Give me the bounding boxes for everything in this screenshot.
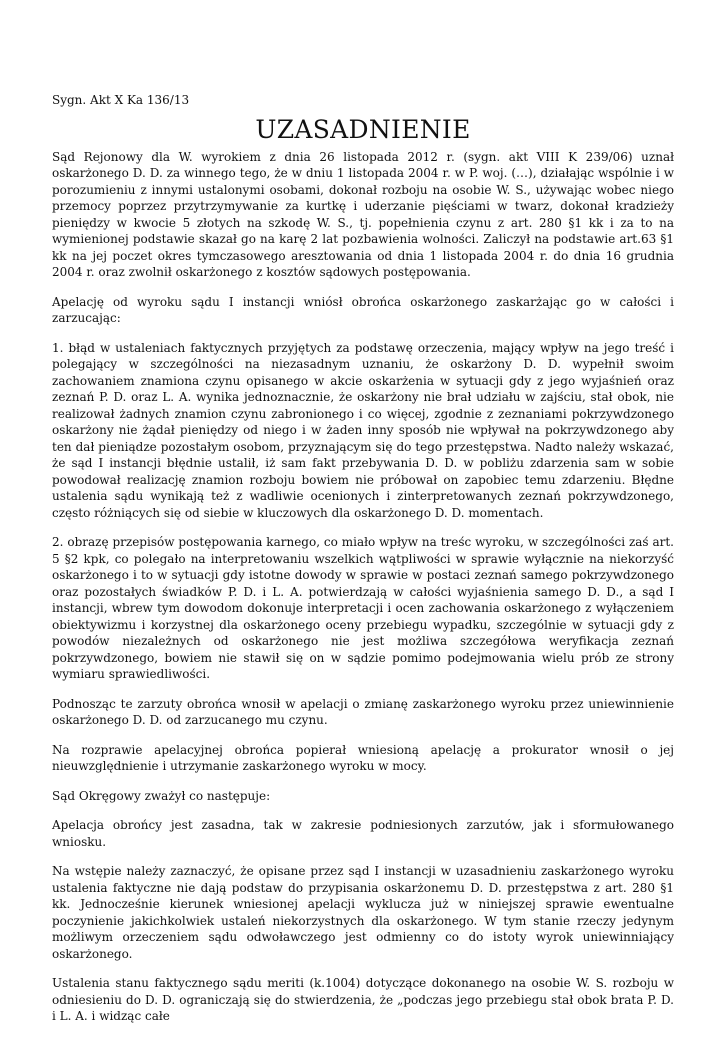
- paragraph-appeal-motion: Podnosząc te zarzuty obrońca wnosił w apelacji o zmianę zaskarżonego wyroku przez uniewinnienie oskarżonego D. D. od zarzucanego mu czynu.: [52, 696, 674, 727]
- paragraph-court-considered: Sąd Okręgowy zważył co następuje:: [52, 788, 271, 803]
- paragraph-charge-1: 1. błąd w ustaleniach faktycznych przyjętych za podstawę orzeczenia, mający wpływ na jego treść i polegający w szczególności na niezasadnym uznaniu, że oskarżony D. D. wypełnił swoim zachowaniem znamiona czynu opisanego w akcie oskarżenia w sytuacji gdy z jego wyjaśnień oraz zeznań P. D. oraz L. A. wynika jednoznacznie, że oskarżony nie brał udziału w zajściu, stał obok, nie realizował żadnych znamion czynu zabronionego i co więcej, zgodnie z zeznaniami pokrzywdzonego oskarżony nie żądał pieniędzy od niego i w żaden inny sposób nie wpływał na pokrzywdzonego aby ten dał pieniądze pozostałym osobom, przyznającym się do tego przestępstwa. Nadto należy wskazać, że sąd I instancji błędnie ustalił, iż sam fakt przebywania D. D. w pobliżu zdarzenia sam w sobie powodował realizację znamion rozboju bowiem nie próbował on zapobiec temu zdarzeniu. Błędne ustalenia sądu wynikają też z wadliwie ocenionych i zinterpretowanych zeznań pokrzywdzonego, często różniących się od siebie w kluczowych dla oskarżonego D. D. momentach.: [52, 340, 674, 520]
- paragraph-judgment-summary: Sąd Rejonowy dla W. wyrokiem z dnia 26 listopada 2012 r. (sygn. akt VIII K 239/06) uznał oskarżonego D. D. za winnego tego, że w dniu 1 listopada 2004 r. w P. woj. (…), działając wspólnie i w porozumieniu z innymi ustalonymi osobami, dokonał rozboju na osobie W. S., używając wobec niego przemocy poprzez przytrzymywanie za kurtkę i uderzanie pięściami w twarz, dokonał kradzieży pieniędzy w kwocie 5 złotych na szkodę W. S., tj. popełnienia czynu z art. 280 §1 kk i za to na wymienionej podstawie skazał go na karę 2 lat pozbawienia wolności. Zaliczył na podstawie art.63 §1 kk na jej poczet okres tymczasowego aresztowania od dnia 1 listopada 2004 r. do dnia 16 grudnia 2004 r. oraz zwolnił oskarżonego z kosztów sądowych postępowania.: [52, 149, 674, 279]
- document-page: [52, 92, 674, 1038]
- paragraph-preliminary-note: Na wstępie należy zaznaczyć, że opisane przez sąd I instancji w uzasadnieniu zaskarżonego wyroku ustalenia faktyczne nie dają podstaw do przypisania oskarżonemu D. D. przestępstwa z art. 280 §1 kk. Jednocześnie kierunek wniesionej apelacji wyklucza już w niniejszej sprawie ewentualne poczynienie jakichkolwiek ustaleń niekorzystnych dla oskarżonego. W tym stanie rzeczy jedynym możliwym orzeczeniem sądu odwoławczego jest odmienny co do istoty wyrok uniewinniający oskarżonego.: [52, 864, 674, 961]
- document-title: UZASADNIENIE: [255, 114, 471, 144]
- paragraph-appeal-intro: Apelację od wyroku sądu I instancji wniósł obrońca oskarżonego zaskarżając go w całości i zarzucając:: [52, 294, 674, 325]
- case-number: Sygn. Akt X Ka 136/13: [52, 93, 190, 107]
- paragraph-appeal-justified: Apelacja obrońcy jest zasadna, tak w zakresie podniesionych zarzutów, jak i sformułowanego wniosku.: [52, 818, 674, 849]
- paragraph-charge-2: 2. obrazę przepisów postępowania karnego, co miało wpływ na treśc wyroku, w szczególności zaś art. 5 §2 kpk, co polegało na interpretowaniu wszelkich wątpliwości w sprawie wyłącznie na niekorzyść oskarżonego i to w sytuacji gdy istotne dowody w sprawie w postaci zeznań samego pokrzywdzonego oraz pozostałych świadków P. D. i L. A. potwierdzają w całości wyjaśnienia samego D. D., a sąd I instancji, wbrew tym dowodom dokonuje interpretacji i ocen zachowania oskarżonego z wyłączeniem obiektywizmu i korzystnej dla oskarżonego oceny przebiegu wypadku, szczególnie w sytuacji gdy z powodów niezależnych od oskarżonego nie jest możliwa szczegółowa weryfikacja zeznań pokrzywdzonego, bowiem nie stawił się on w sądzie pomimo podejmowania wielu prób ze strony wymiaru sprawiedliwości.: [52, 535, 674, 681]
- paragraph-factual-findings: Ustalenia stanu faktycznego sądu meriti (k.1004) dotyczące dokonanego na osobie W. S. rozboju w odniesieniu do D. D. ograniczają się do stwierdzenia, że „podczas jego przebiegu stał obok brata P. D. i L. A. i widząc całe: [52, 976, 674, 1023]
- paragraph-hearing: Na rozprawie apelacyjnej obrońca popierał wniesioną apelację a prokurator wnosił o jej nieuwzględnienie i utrzymanie zaskarżonego wyroku w mocy.: [52, 742, 674, 773]
